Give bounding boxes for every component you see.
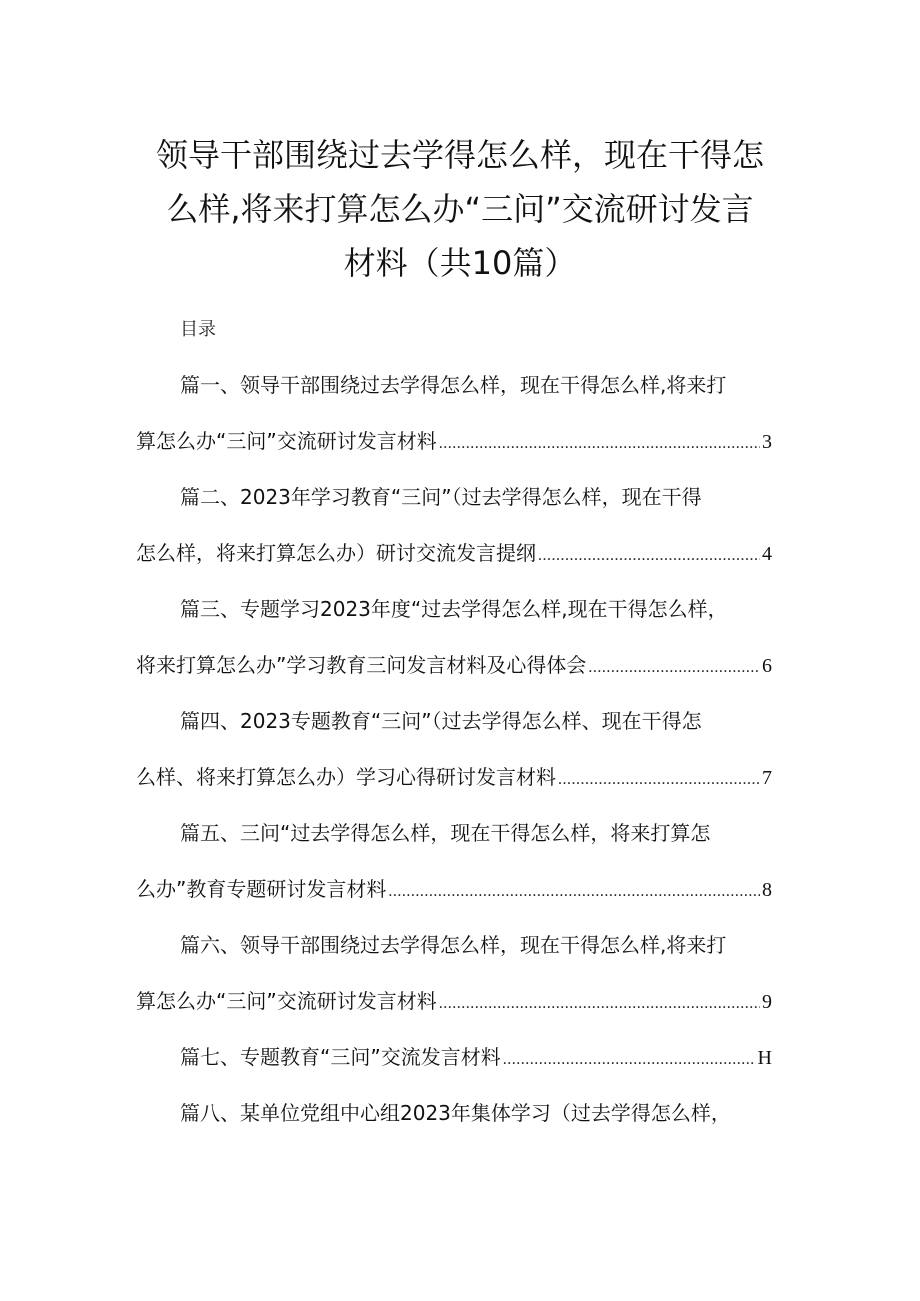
toc-page-number: H bbox=[757, 1047, 772, 1069]
dot-leader bbox=[558, 765, 760, 795]
toc-entry-line bbox=[136, 538, 772, 571]
toc-entry-title: 篇六、领导干部围绕过去学得怎么样，现在干得怎么样,将来打 bbox=[180, 933, 727, 957]
toc-entry-title-cont: 么样、将来打算怎么办）学习心得研讨发言材料 bbox=[136, 765, 556, 789]
toc-entry-title-cont: 将来打算怎么办”学习教育三问发言材料及心得体会 bbox=[136, 653, 587, 677]
toc-entry-title: 篇一、领导干部围绕过去学得怎么样，现在干得怎么样,将来打 bbox=[180, 373, 727, 397]
toc-entry-line bbox=[180, 1042, 772, 1075]
toc-entry-title: 篇八、某单位党组中心组2023年集体学习（过去学得怎么样， bbox=[180, 1101, 731, 1125]
dot-leader bbox=[538, 541, 760, 571]
toc-page-number: 3 bbox=[762, 431, 772, 453]
document-title bbox=[100, 128, 820, 290]
toc-page-number: 9 bbox=[762, 991, 772, 1013]
toc-page-number: 6 bbox=[762, 655, 772, 677]
toc-entry-line bbox=[136, 426, 772, 459]
dot-leader bbox=[439, 989, 760, 1019]
toc-entry-line bbox=[136, 874, 772, 907]
toc-page-number: 8 bbox=[762, 879, 772, 901]
toc-entry-title: 篇四、2023专题教育“三问”（过去学得怎么样、现在干得怎 bbox=[180, 709, 702, 733]
toc-entry-title: 篇二、2023年学习教育“三问”（过去学得怎么样，现在干得 bbox=[180, 485, 702, 509]
dot-leader bbox=[588, 653, 760, 683]
toc-entry-title-cont: 怎么样，将来打算怎么办）研讨交流发言提纲 bbox=[136, 541, 536, 565]
toc-heading: 目录 bbox=[180, 319, 216, 340]
dot-leader bbox=[439, 429, 760, 459]
toc-entry-line bbox=[136, 650, 772, 683]
toc-entry-title-cont: 么办”教育专题研讨发言材料 bbox=[136, 877, 387, 901]
toc-entry-title-cont: 算怎么办“三问”交流研讨发言材料 bbox=[136, 429, 437, 453]
toc-entry-line bbox=[136, 762, 772, 795]
dot-leader bbox=[388, 877, 760, 907]
title-line: 么样,将来打算怎么办“三问”交流研讨发言 bbox=[166, 190, 754, 228]
toc-entry-title-cont: 算怎么办“三问”交流研讨发言材料 bbox=[136, 989, 437, 1013]
title-line: 材料（共10篇） bbox=[343, 244, 577, 282]
toc-entry-title: 篇三、专题学习2023年度“过去学得怎么样,现在干得怎么样， bbox=[180, 597, 728, 621]
title-line: 领导干部围绕过去学得怎么样，现在干得怎 bbox=[155, 136, 764, 174]
toc-entry-title: 篇七、专题教育“三问”交流发言材料 bbox=[180, 1045, 501, 1069]
dot-leader bbox=[503, 1045, 756, 1075]
toc-entry-title: 篇五、三问“过去学得怎么样，现在干得怎么样，将来打算怎 bbox=[180, 821, 711, 845]
toc-page-number: 7 bbox=[762, 767, 772, 789]
toc-page-number: 4 bbox=[762, 543, 772, 565]
toc-entry-line bbox=[136, 986, 772, 1019]
